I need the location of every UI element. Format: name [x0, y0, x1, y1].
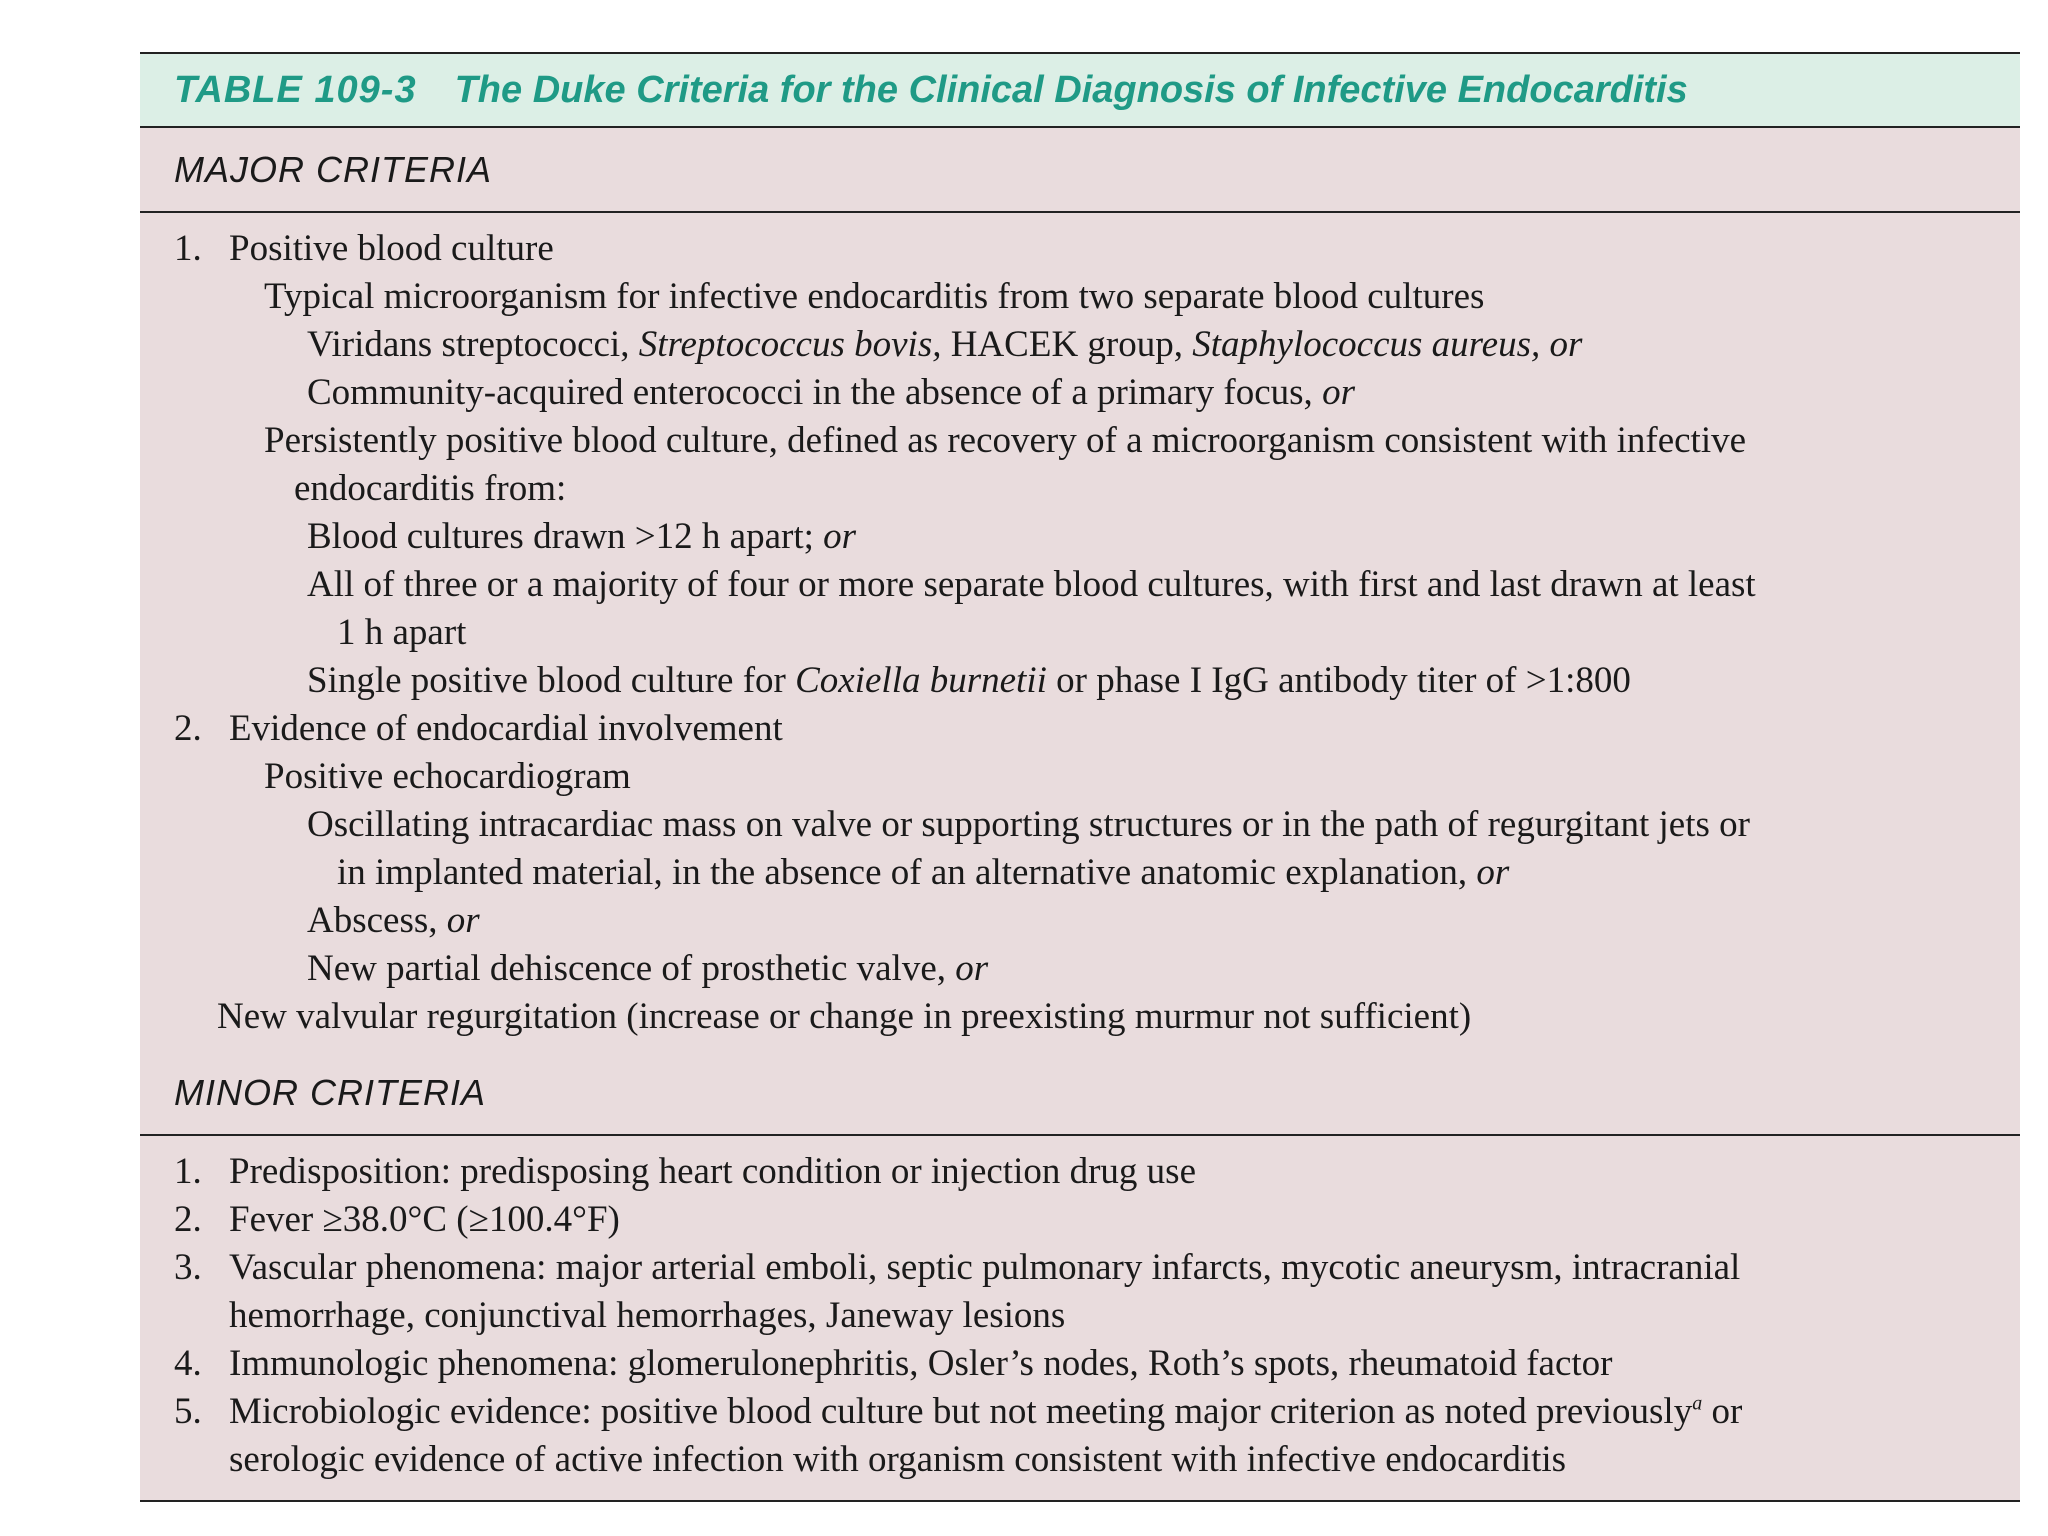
abscess-line: Abscess, or [307, 900, 480, 941]
major-criteria-heading: MAJOR CRITERIA [140, 128, 2020, 213]
regurgitation-line: New valvular regurgitation (increase or change in preexisting murmur not sufficient) [217, 996, 1472, 1037]
persistent-culture-line: Persistently positive blood culture, defined as recovery of a microorganism consistent with infective [264, 420, 1747, 461]
oscillating-mass-line: Oscillating intracardiac mass on valve or supporting structures or in the path of regurgitant jets or [307, 804, 1750, 845]
table-number: TABLE 109-3 [174, 68, 417, 111]
majority-cultures-continuation: 1 h apart [337, 612, 467, 653]
majority-cultures-line: All of three or a majority of four or more separate blood cultures, with first and last drawn at least [307, 564, 1756, 605]
minor-item-5: 5. Microbiologic evidence: positive blood culture but not meeting major criterion as noted previously$^a$ or [174, 1391, 1743, 1432]
oscillating-mass-continuation: in implanted material, in the absence of an alternative anatomic explanation, or [337, 852, 1510, 893]
major-item-1: 1. Positive blood culture [174, 228, 554, 269]
minor-criteria-heading: MINOR CRITERIA [140, 1051, 2020, 1136]
coxiella-line: Single positive blood culture for Coxiella burnetii or phase I IgG antibody titer of >1:800 [307, 660, 1631, 701]
major-criteria-body [140, 213, 2020, 1051]
minor-item-4: 4. Immunologic phenomena: glomerulonephritis, Osler’s nodes, Roth’s spots, rheumatoid factor [174, 1343, 1613, 1384]
minor-item-3: 3. Vascular phenomena: major arterial emboli, septic pulmonary infarcts, mycotic aneurysm, intracranial [174, 1247, 1741, 1288]
minor-item-3-continuation: hemorrhage, conjunctival hemorrhages, Janeway lesions [229, 1295, 1066, 1336]
minor-item-1: 1. Predisposition: predisposing heart condition or injection drug use [174, 1151, 1197, 1192]
persistent-culture-continuation: endocarditis from: [294, 468, 567, 509]
typical-microorganism-line: Typical microorganism for infective endocarditis from two separate blood cultures [264, 276, 1485, 317]
positive-echo-line: Positive echocardiogram [264, 756, 631, 797]
dehiscence-line: New partial dehiscence of prosthetic valve, or [307, 948, 989, 989]
footnote-marker: a [1692, 1392, 1703, 1415]
table-title-bar [140, 52, 2020, 128]
cultures-drawn-line: Blood cultures drawn >12 h apart; or [307, 516, 857, 557]
community-enterococci-line: Community-acquired enterococci in the absence of a primary focus, or [307, 372, 1355, 413]
table-title: The Duke Criteria for the Clinical Diagnosis of Infective Endocarditis [454, 68, 1688, 111]
minor-item-5-continuation: serologic evidence of active infection with organism consistent with infective endocarditis [229, 1439, 1567, 1480]
minor-item-2: 2. Fever ≥38.0°C (≥100.4°F) [174, 1199, 620, 1240]
organisms-line: Viridans streptococci, Streptococcus bovis, HACEK group, Staphylococcus aureus, or [307, 324, 1583, 365]
major-item-2: 2. Evidence of endocardial involvement [174, 708, 783, 749]
minor-criteria-body [140, 1136, 2020, 1502]
duke-criteria-table [140, 52, 2020, 1502]
